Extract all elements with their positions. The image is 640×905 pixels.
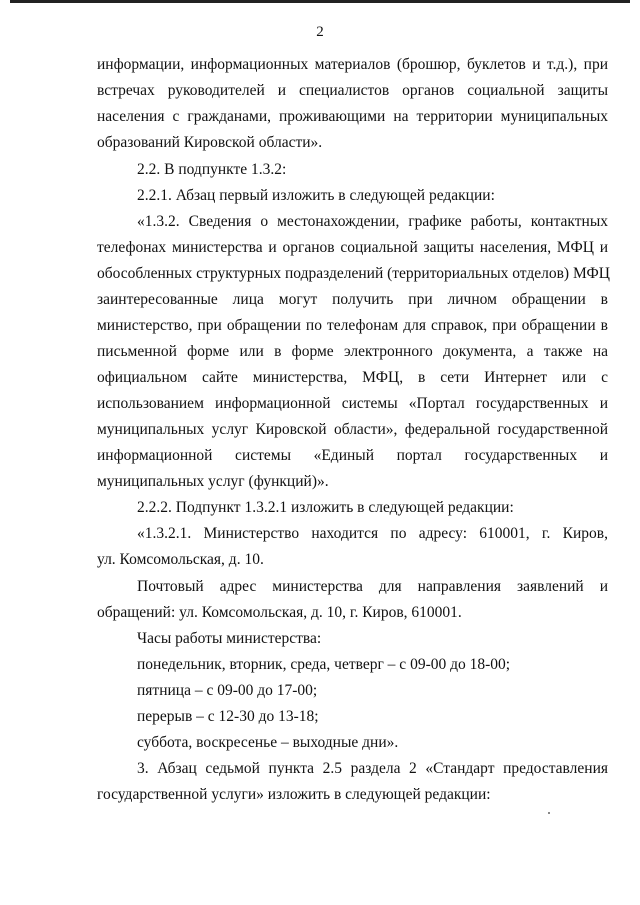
- text-line: населения с гражданами, проживающими на территории муниципальных: [97, 108, 608, 125]
- text-line: государственной услуги» изложить в следующей редакции:: [97, 786, 491, 803]
- text-line: муниципальных услуг (функций)».: [97, 473, 329, 490]
- text-line: Почтовый адрес министерства для направления заявлений и: [137, 578, 608, 595]
- text-line: суббота, воскресенье – выходные дни».: [137, 734, 399, 751]
- text-line: пятница – с 09-00 до 17-00;: [137, 682, 318, 699]
- text-line: Часы работы министерства:: [137, 630, 322, 647]
- text-line: министерство, при обращении по телефонам для справок, при обращении в: [97, 317, 608, 334]
- text-line: 2.2.1. Абзац первый изложить в следующей редакции:: [137, 187, 495, 204]
- text-line: заинтересованные лица могут получить при личном обращении в: [97, 291, 608, 308]
- scan-speck: [548, 812, 550, 814]
- top-border-line: [10, 0, 630, 3]
- text-line: письменной форме или в форме электронного документа, а также на: [97, 343, 608, 360]
- text-line: 2.2. В подпункте 1.3.2:: [137, 161, 287, 178]
- text-line: информации, информационных материалов (брошюр, буклетов и т.д.), при: [97, 56, 608, 73]
- text-line: «1.3.2. Сведения о местонахождении, графике работы, контактных: [137, 213, 608, 230]
- text-line: обособленных структурных подразделений (территориальных отделов) МФЦ: [97, 265, 610, 282]
- text-line: муниципальных услуг Кировской области», федеральной государственной: [97, 421, 608, 438]
- text-line: ул. Комсомольская, д. 10.: [97, 551, 264, 568]
- text-line: понедельник, вторник, среда, четверг – с 09-00 до 18-00;: [137, 656, 511, 673]
- page-number: 2: [316, 24, 324, 40]
- text-line: телефонах министерства и органов социальной защиты населения, МФЦ и: [97, 239, 608, 256]
- text-line: перерыв – с 12-30 до 13-18;: [137, 708, 319, 725]
- text-line: использованием информационной системы «Портал государственных и: [97, 395, 608, 412]
- text-line: 2.2.2. Подпункт 1.3.2.1 изложить в следующей редакции:: [137, 499, 514, 516]
- text-line: «1.3.2.1. Министерство находится по адресу: 610001, г. Киров,: [137, 525, 608, 542]
- text-line: информационной системы «Единый портал государственных и: [97, 447, 608, 464]
- text-line: встречах руководителей и специалистов органов социальной защиты: [97, 82, 608, 99]
- text-line: официальном сайте министерства, МФЦ, в сети Интернет или с: [97, 369, 608, 386]
- text-line: обращений: ул. Комсомольская, д. 10, г. Киров, 610001.: [97, 604, 462, 621]
- text-line: образований Кировской области».: [97, 134, 323, 151]
- text-line: 3. Абзац седьмой пункта 2.5 раздела 2 «Стандарт предоставления: [137, 760, 608, 777]
